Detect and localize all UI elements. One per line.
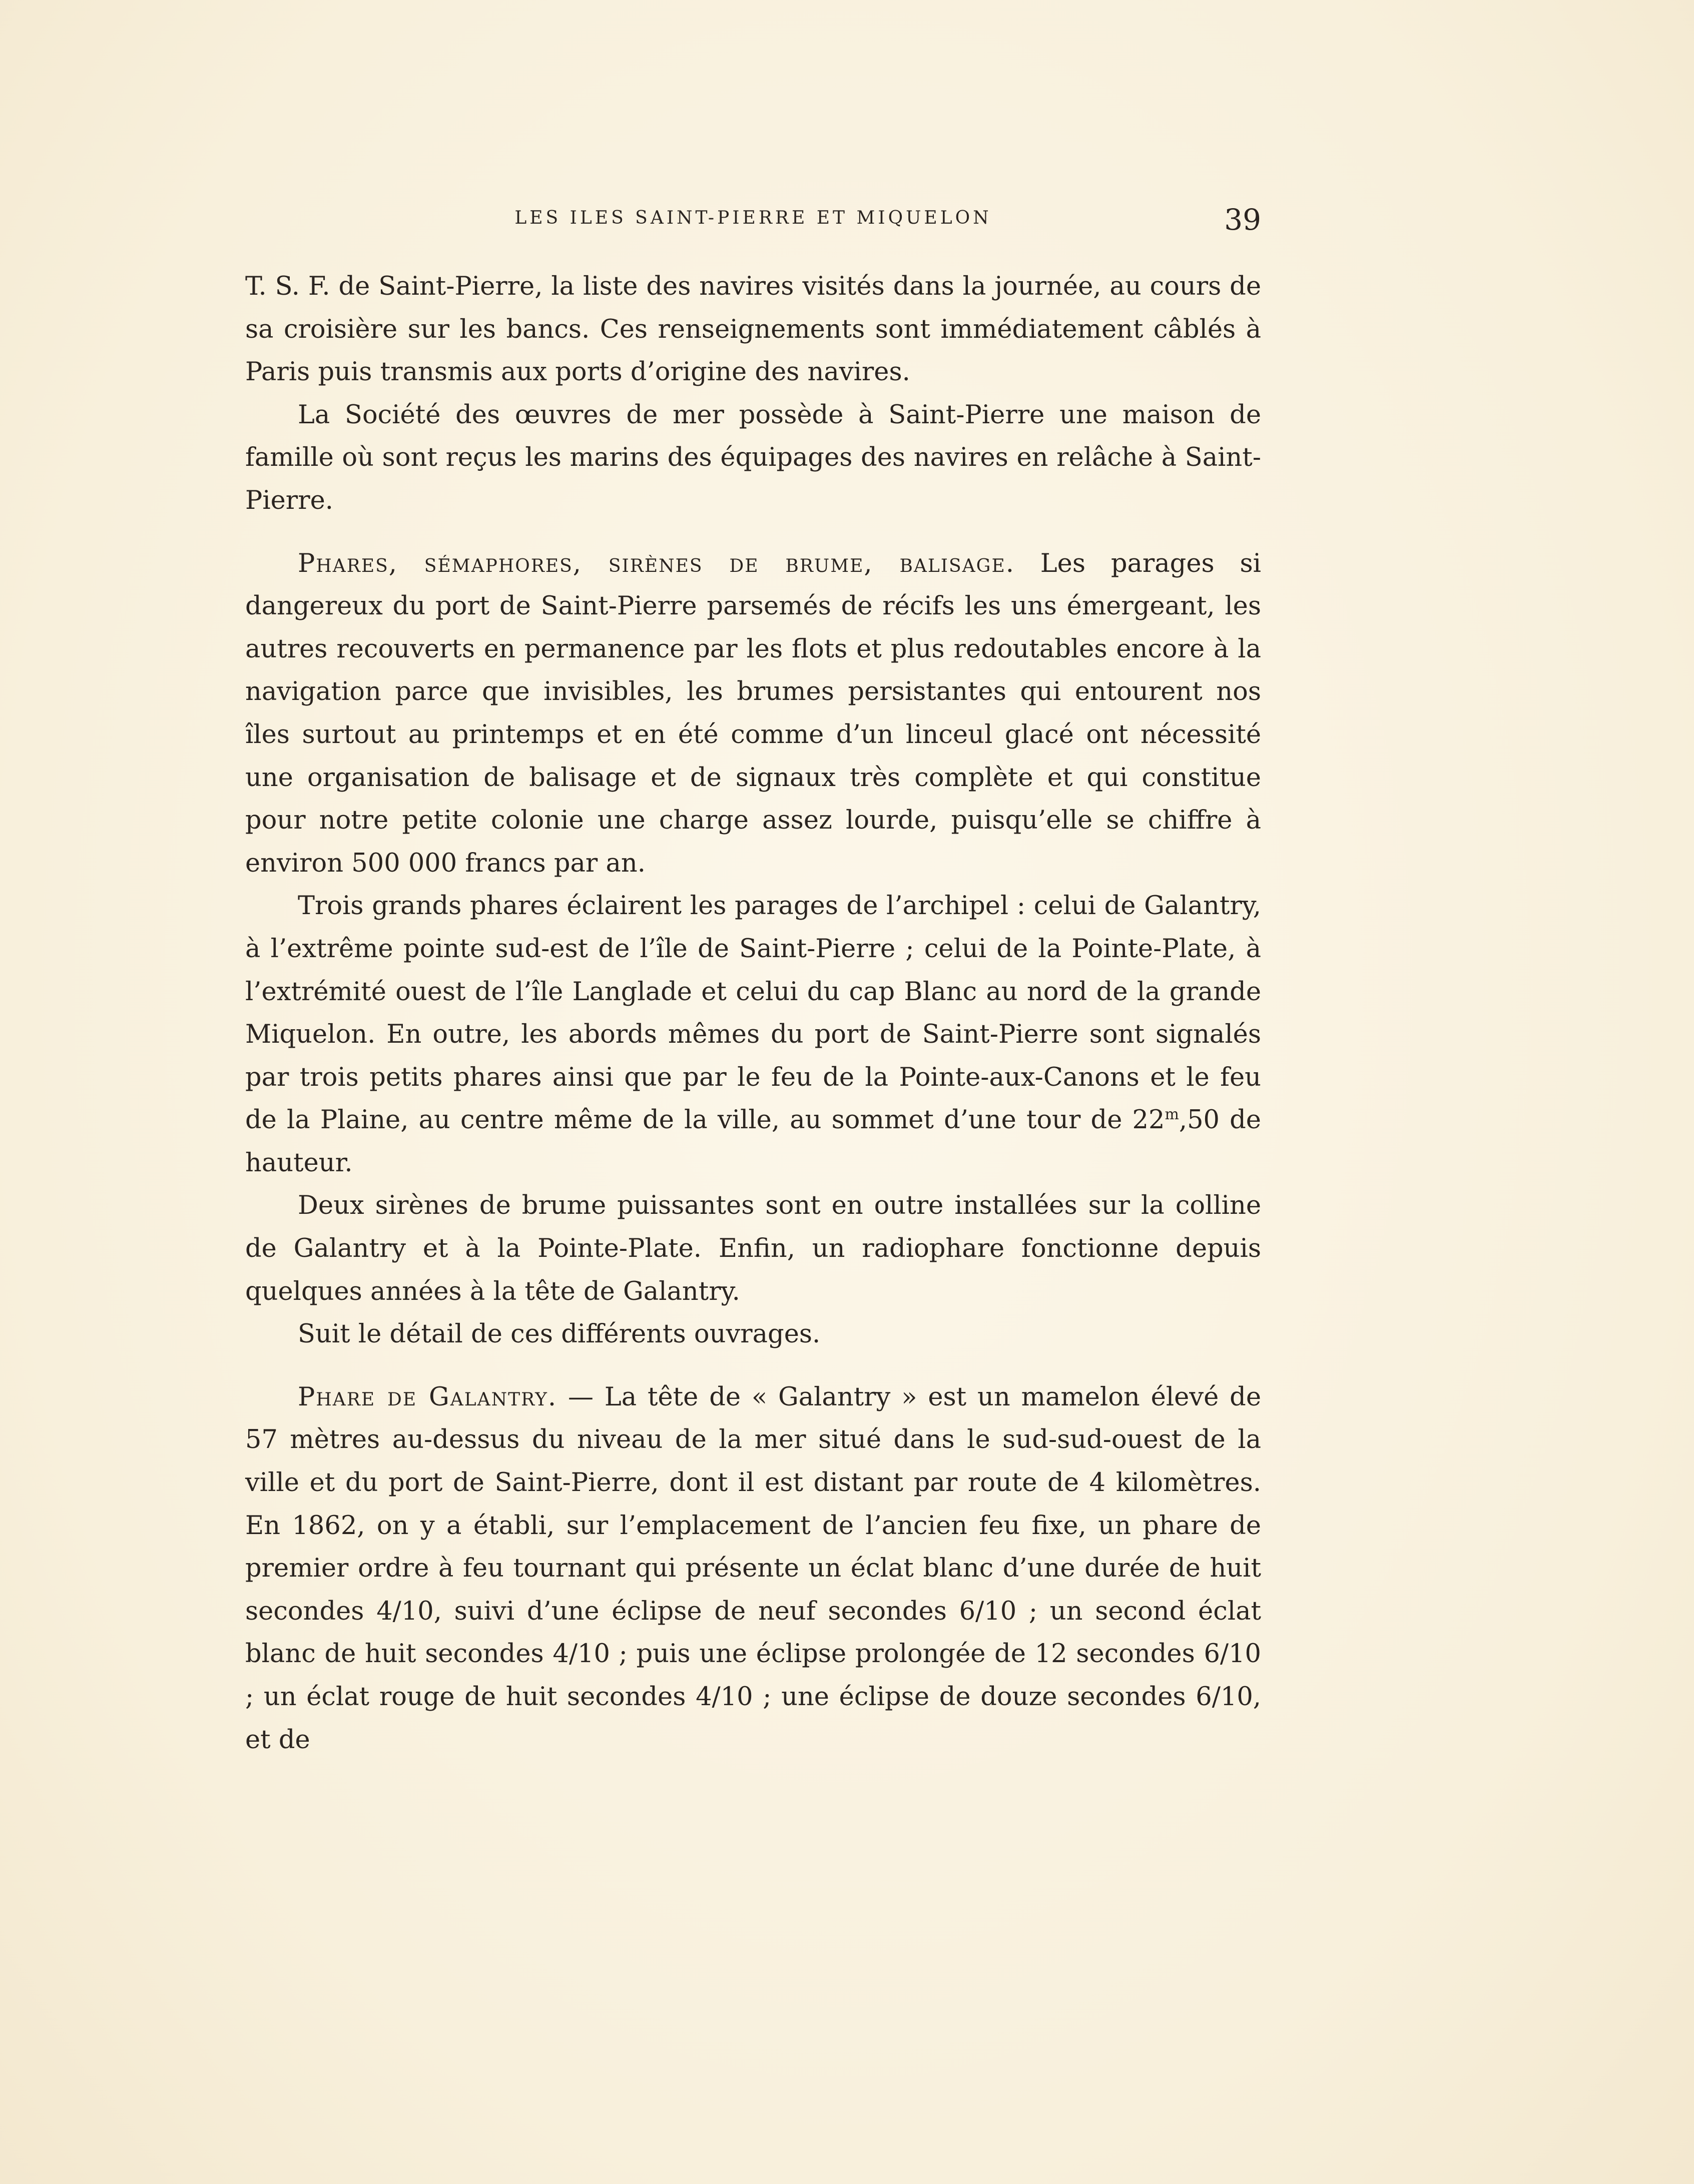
meter-superscript: m bbox=[1165, 1106, 1179, 1124]
paragraph-trois-phares bbox=[245, 885, 1261, 1184]
paragraph-tsf: T. S. F. de Saint-Pierre, la liste des navires visités dans la journée, au cours de sa croisière sur les bancs. Ces renseignements sont immédiatement câblés à Paris puis transmis aux ports d’origine des navires. bbox=[245, 272, 1261, 387]
paragraph-phare-galantry bbox=[245, 1376, 1261, 1761]
running-title: LES ILES SAINT-PIERRE ET MIQUELON bbox=[514, 208, 992, 228]
page-number: 39 bbox=[1224, 203, 1261, 237]
paragraph-sirenes: Deux sirènes de brume puissantes sont en outre installées sur la colline de Galantry et à la Pointe-Plate. Enfin, un radiophare fonctionne depuis quelques années à la tête de Galantry. bbox=[245, 1191, 1261, 1306]
section-heading-phares: Phares, sémaphores, sirènes de brume, balisage. bbox=[298, 548, 1015, 578]
section-heading-galantry: Phare de Galantry. bbox=[298, 1382, 557, 1412]
paragraph-suit-detail: Suit le détail de ces différents ouvrages. bbox=[298, 1319, 821, 1349]
paragraph-trois-phares-text: Trois grands phares éclairent les parages de l’archipel : celui de Galantry, à l’extrême pointe sud-est de l’île de Saint-Pierre ; celui de la Pointe-Plate, à l’extrémité ouest de l’île Langlade et celui du cap Blanc au nord de la grande Miquelon. En outre, les abords mêmes du port de Saint-Pierre sont signalés par trois petits phares ainsi que par le feu de la Pointe-aux-Canons et le feu de la Plaine, au centre même de la ville, au sommet d’une tour de 22 bbox=[245, 891, 1261, 1135]
paragraph-phares-body: Les parages si dangereux du port de Saint-Pierre parsemés de récifs les uns émergeant, les autres recouverts en permanence par les flots et plus redoutables encore à la navigation parce que invisibles, les brumes persistantes qui entourent nos îles surtout au printemps et en été comme d’un linceul glacé ont nécessité une organisation de balisage et de signaux très complète et qui constitue pour notre petite colonie une charge assez lourde, puisqu’elle se chiffre à environ 500 000 francs par an. bbox=[245, 548, 1261, 878]
body-text bbox=[245, 265, 1261, 1891]
paragraph-phares-intro bbox=[245, 542, 1261, 885]
page-header bbox=[245, 203, 1261, 238]
paragraph-trois-phares-end: ,50 de hauteur. bbox=[245, 1105, 1261, 1178]
paragraph-galantry-body: — La tête de « Galantry » est un mamelon élevé de 57 mètres au-dessus du niveau de la mer situé dans le sud-sud-ouest de la ville et du port de Saint-Pierre, dont il est distant par route de 4 kilomètres. En 1862, on y a établi, sur l’emplacement de l’ancien feu fixe, un phare de premier ordre à feu tournant qui présente un éclat blanc d’une durée de huit secondes 4/10, suivi d’une éclipse de neuf secondes 6/10 ; un second éclat blanc de huit secondes 4/10 ; puis une éclipse prolongée de 12 secondes 6/10 ; un éclat rouge de huit secondes 4/10 ; une éclipse de douze secondes 6/10, et de bbox=[245, 1382, 1261, 1755]
paragraph-societe-oeuvres: La Société des œuvres de mer possède à Saint-Pierre une maison de famille où sont reçus les marins des équipages des navires en relâche à Saint-Pierre. bbox=[245, 400, 1261, 515]
